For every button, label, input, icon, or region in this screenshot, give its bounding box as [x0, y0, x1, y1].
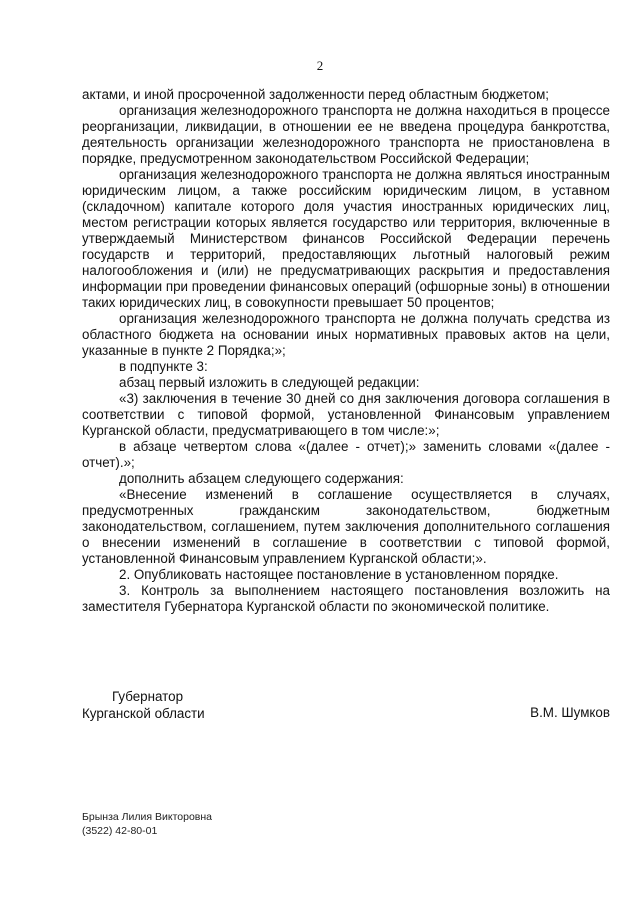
paragraph-other-funds: организация железнодорожного транспорта не должна получать средства из областного бюджета на основании иных нормативных правовых актов на цели, указанные в пункте 2 Порядка;»; [82, 311, 610, 358]
executor-info [82, 810, 212, 838]
paragraph-subpoint-3: в подпункте 3: [119, 359, 208, 374]
executor-name: Брынза Лилия Викторовна [82, 811, 213, 823]
signature-name: В.М. Шумков [530, 705, 610, 720]
paragraph-continuation: актами, и иной просроченной задолженности перед областным бюджетом; [82, 87, 550, 102]
paragraph-publish: 2. Опубликовать настоящее постановление в установленном порядке. [119, 567, 559, 582]
paragraph-control: 3. Контроль за выполнением настоящего постановления возложить на заместителя Губернатора Курганской области по экономической политике. [82, 583, 610, 614]
paragraph-agreement: «3) заключения в течение 30 дней со дня заключения договора соглашения в соответствии с типовой формой, установленной Финансовым управлением Курганской области, предусматривающего в том числе:»; [82, 391, 610, 438]
executor-phone: (3522) 42-80-01 [82, 825, 158, 837]
document-body [82, 87, 610, 615]
paragraph-reorganization: организация железнодорожного транспорта не должна находиться в процессе реорганизации, ликвидации, в отношении ее не введена процедура банкротства, деятельность организации железнодорожного транспорта не приостановлена в порядке, предусмотренном законодательством Российской Федерации; [82, 103, 610, 166]
signature-title-line2: Курганской области [82, 706, 205, 721]
signature-title-line1: Губернатор [112, 689, 184, 704]
signature-title [82, 688, 205, 722]
paragraph-amendments: «Внесение изменений в соглашение осуществляется в случаях, предусмотренных гражданским законодательством, бюджетным законодательством, соглашением, путем заключения дополнительного соглашения о внесении изменений в соглашение в соответствии с типовой формой, установленной Финансовым управлением Курганской области;». [82, 487, 610, 566]
paragraph-first-abzac: абзац первый изложить в следующей редакции: [119, 375, 420, 390]
paragraph-add-abzac: дополнить абзацем следующего содержания: [119, 471, 404, 486]
paragraph-fourth-abzac: в абзаце четвертом слова «(далее - отчет);» заменить словами «(далее - отчет).»; [82, 439, 610, 470]
page-number: 2 [316, 58, 324, 73]
paragraph-foreign-entity: организация железнодорожного транспорта не должна являться иностранным юридическим лицом, а также российским юридическим лицом, в уставном (складочном) капитале которого доля участия иностранных юридических лиц, местом регистрации которых является государство или территория, включенные в утверждаемый Министерством финансов Российской Федерации перечень государств и территорий, предоставляющих льготный налоговый режим налогообложения и (или) не предусматривающих раскрытия и предоставления информации при проведении финансовых операций (офшорные зоны) в отношении таких юридических лиц, в совокупности превышает 50 процентов; [82, 167, 610, 310]
